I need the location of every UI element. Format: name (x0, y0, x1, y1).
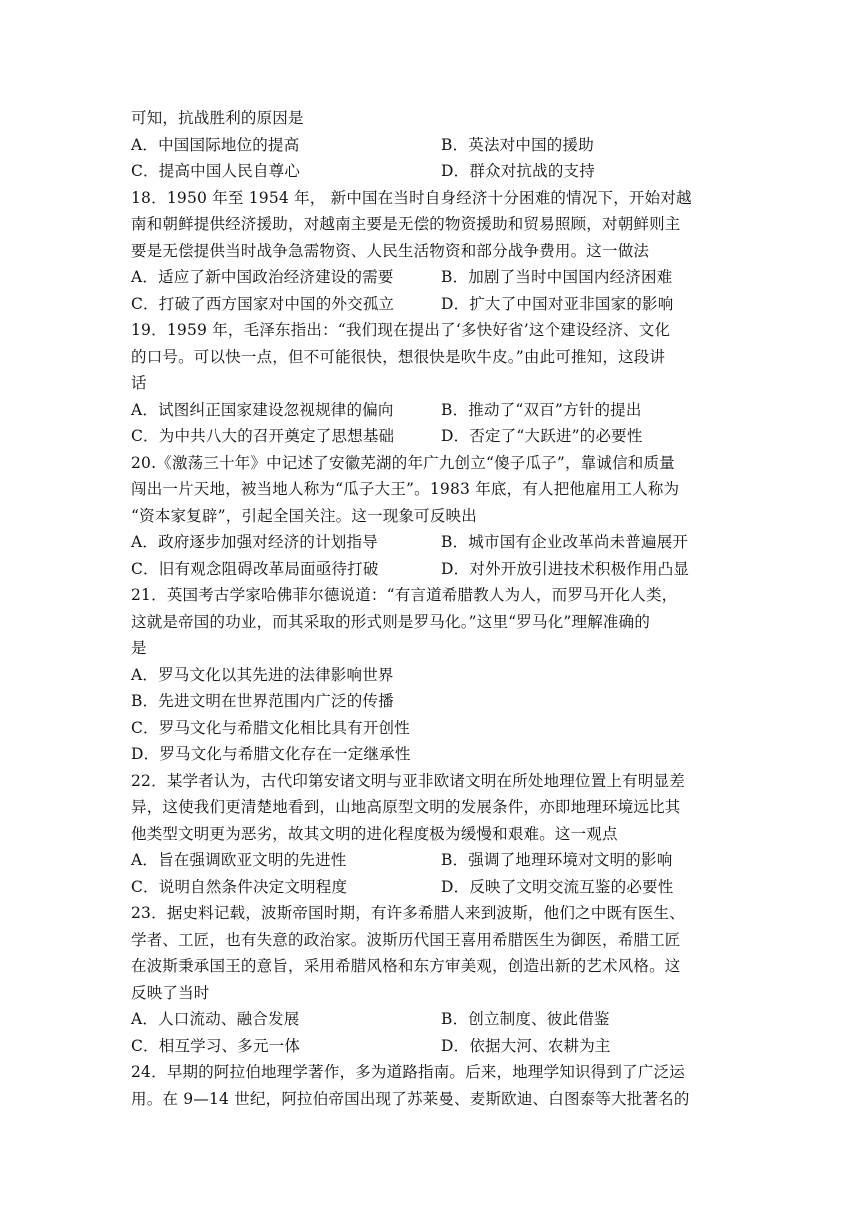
q22-option-c: C．说明自然条件决定文明程度 (131, 877, 348, 896)
q18-option-b: B．加剧了当时中国国内经济困难 (441, 268, 673, 286)
q18-options-row-1 (131, 264, 731, 291)
q23-option-c: C．相互学习、多元一体 (131, 1036, 301, 1055)
q20-option-c: C．旧有观念阻碍改革局面亟待打破 (131, 559, 379, 578)
q20-option-a: A．政府逐步加强对经济的计划指导 (131, 533, 378, 551)
q21-option-c: C．罗马文化与希腊文化相比具有开创性 (131, 718, 410, 737)
q22-stem-line: 异，这使我们更清楚地看到，山地高原型文明的发展条件，亦即地理环境远比其 (131, 798, 681, 816)
q17-stem-tail: 可知，抗战胜利的原因是 (131, 109, 304, 127)
q18-option-a: A．适应了新中国政治经济建设的需要 (131, 268, 394, 286)
q21-stem-line: 这就是帝国的功业，而其采取的形式则是罗马化。”这里“罗马化”理解准确的 (131, 612, 651, 631)
q21-option-b: B．先进文明在世界范围内广泛的传播 (131, 692, 394, 710)
q19-option-a: A．试图纠正国家建设忽视规律的偏向 (131, 400, 394, 419)
q20-option-d: D．对外开放引进技术积极作用凸显 (441, 559, 690, 578)
q17-option-a: A．中国国际地位的提高 (131, 135, 300, 154)
q23-options-row-1 (131, 1006, 731, 1033)
q20-stem-line: 闯出一片天地，被当地人称为“瓜子大王”。1983 年底，有人把他雇用工人称为 (131, 480, 680, 498)
q17-option-c: C．提高中国人民自尊心 (131, 162, 301, 180)
q23-stem-line: 学者、工匠，也有失意的政治家。波斯历代国王喜用希腊医生为御医，希腊工匠 (131, 930, 681, 949)
q24-stem-line: 24．早期的阿拉伯地理学著作，多为道路指南。后来，地理学知识得到了广泛运 (131, 1063, 685, 1081)
q21-option-d: D．罗马文化与希腊文化存在一定继承性 (131, 745, 411, 763)
q23-option-d: D．依据大河、农耕为主 (441, 1036, 611, 1055)
q20-options-row-2 (131, 556, 731, 583)
q23-stem-line: 反映了当时 (131, 983, 210, 1002)
q18-option-d: D．扩大了中国对亚非国家的影响 (441, 294, 674, 313)
q19-option-b: B．推动了“双百”方针的提出 (441, 400, 642, 419)
q23-option-b: B．创立制度、彼此借鉴 (441, 1010, 610, 1028)
q21-stem-line: 是 (131, 639, 147, 657)
q18-stem-line: 18．1950 年至 1954 年， 新中国在当时自身经济十分困难的情况下，开始对越 (131, 188, 692, 207)
q17-options-row-1 (131, 132, 731, 159)
q19-option-c: C．为中共八大的召开奠定了思想基础 (131, 427, 395, 445)
exam-page (131, 105, 731, 1112)
q19-stem-line: 的口号。可以快一点，但不可能很快，想很快是吹牛皮。”由此可推知，这段讲 (131, 347, 666, 366)
q18-stem-line: 要是无偿提供当时战争急需物资、人民生活物资和部分战争费用。这一做法 (131, 241, 650, 260)
q20-stem-line: 20.《激荡三十年》中记述了安徽芜湖的年广九创立“傻子瓜子”，靠诚信和质量 (131, 453, 675, 472)
q20-option-b: B．城市国有企业改革尚未普遍展开 (441, 533, 689, 551)
q24-stem-line: 用。在 9—14 世纪，阿拉伯帝国出现了苏莱曼、麦斯欧迪、白图泰等大批著名的 (131, 1089, 690, 1108)
q20-options-row-1 (131, 529, 731, 556)
q19-options-row-2 (131, 423, 731, 450)
q22-stem-line: 22．某学者认为，古代印第安诸文明与亚非欧诸文明在所处地理位置上有明显差 (131, 771, 685, 790)
q19-stem-line: 话 (131, 374, 147, 392)
q18-option-c: C．打破了西方国家对中国的外交孤立 (131, 294, 395, 313)
q22-options-row-1 (131, 847, 731, 874)
q23-stem-line: 23．据史料记载，波斯帝国时期，有许多希腊人来到波斯，他们之中既有医生、 (131, 904, 685, 922)
q23-stem-line: 在波斯秉承国王的意旨，采用希腊风格和东方审美观，创造出新的艺术风格。这 (131, 957, 681, 975)
q21-option-a: A．罗马文化以其先进的法律影响世界 (131, 665, 394, 684)
q18-stem-line: 南和朝鲜提供经济援助，对越南主要是无偿的物资援助和贸易照顾，对朝鲜则主 (131, 215, 681, 233)
q22-option-b: B．强调了地理环境对文明的影响 (441, 851, 673, 869)
q19-options-row-1 (131, 397, 731, 424)
q17-options-row-2 (131, 158, 731, 185)
q19-stem-line: 19．1959 年，毛泽东指出：“我们现在提出了‘多快好省’这个建设经济、文化 (131, 321, 671, 339)
q20-stem-line: “资本家复辟”，引起全国关注。这一现象可反映出 (131, 506, 477, 525)
q17-option-b: B．英法对中国的援助 (441, 135, 594, 154)
q22-options-row-2 (131, 874, 731, 901)
q17-option-d: D．群众对抗战的支持 (441, 162, 595, 180)
q22-option-a: A．旨在强调欧亚文明的先进性 (131, 851, 347, 869)
q21-stem-line: 21．英国考古学家哈佛菲尔德说道：“有言道希腊教人为人，而罗马开化人类， (131, 586, 678, 604)
q18-options-row-2 (131, 291, 731, 318)
q22-stem-line: 他类型文明更为恶劣，故其文明的进化程度极为缓慢和艰难。这一观点 (131, 824, 618, 843)
q23-options-row-2 (131, 1033, 731, 1060)
q22-option-d: D．反映了文明交流互鉴的必要性 (441, 877, 674, 896)
q23-option-a: A．人口流动、融合发展 (131, 1010, 300, 1028)
q19-option-d: D．否定了“大跃进”的必要性 (441, 427, 643, 445)
